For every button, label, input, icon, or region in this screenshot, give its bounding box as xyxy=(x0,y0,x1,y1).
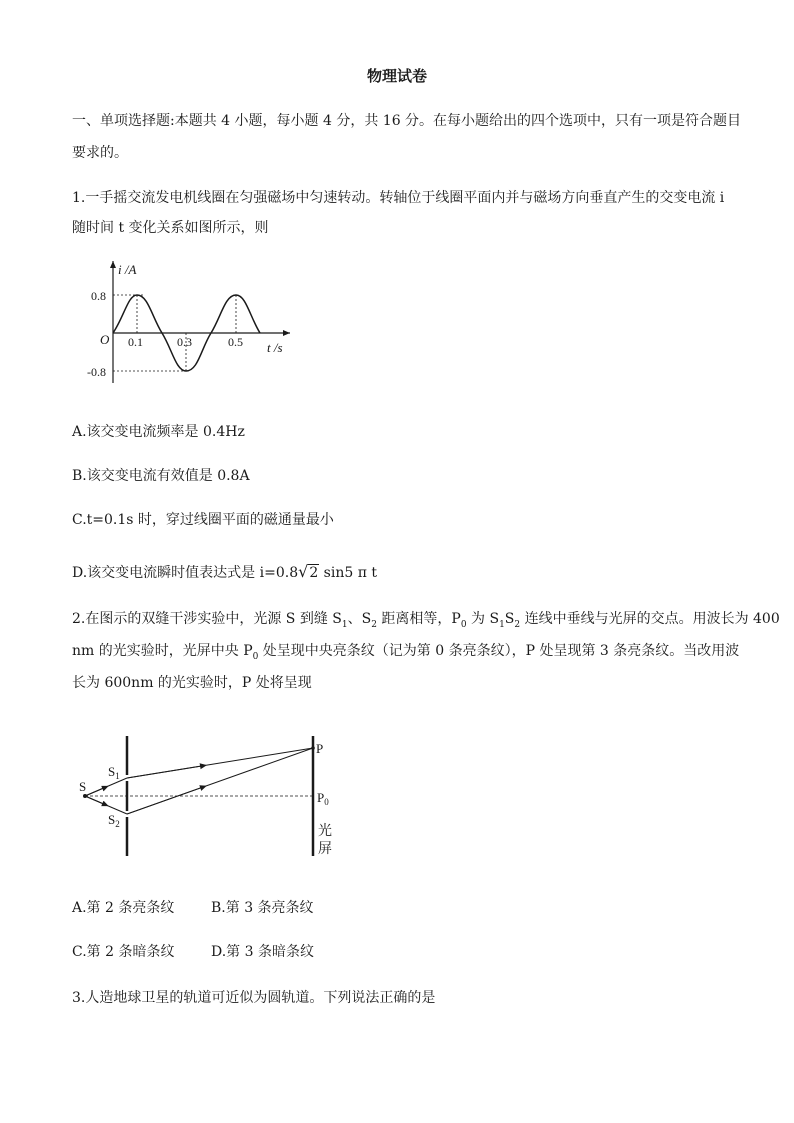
q1-option-c: C.t=0.1s 时，穿过线圈平面的磁通量最小 xyxy=(72,512,334,528)
ray-arrow-2 xyxy=(85,796,106,805)
ray-arrow-1 xyxy=(85,787,106,796)
q2-text: 2.在图示的双缝干涉实验中，光源 S 到缝 S xyxy=(72,611,342,627)
q2-double-slit-diagram xyxy=(70,728,350,863)
q2-text: 处呈现中央亮条纹（记为第 0 条亮条纹），P 处呈现第 3 条亮条纹。当改用波 xyxy=(258,643,740,659)
q1-option-a: A.该交变电流频率是 0.4Hz xyxy=(72,424,245,440)
q1-option-b: B.该交变电流有效值是 0.8A xyxy=(72,468,250,484)
q1-current-time-graph xyxy=(80,255,310,395)
point-p-dot xyxy=(311,746,315,750)
tick-label-0-8: 0.8 xyxy=(91,289,106,303)
section-instructions-line2: 要求的。 xyxy=(72,145,128,161)
q2-sub: 1 xyxy=(341,620,348,630)
q2-stem-line2 xyxy=(72,641,739,663)
label-slit-s1: $S_1$ xyxy=(108,764,120,781)
q1-option-d-prefix: D.该交变电流瞬时值表达式是 i=0.8 xyxy=(72,565,299,581)
q2-text: 为 S xyxy=(466,611,500,627)
tick-label-neg-0-8: -0.8 xyxy=(87,365,106,379)
tick-label-0-5: 0.5 xyxy=(228,335,243,349)
ray-arrow-4 xyxy=(127,787,204,814)
q2-sub: 0 xyxy=(460,620,467,630)
q2-sub: 2 xyxy=(371,620,377,630)
q2-text: 距离相等，P xyxy=(376,611,461,627)
q2-option-b: B.第 3 条亮条纹 xyxy=(211,900,314,916)
q1-option-d xyxy=(72,562,377,583)
q2-text: nm 的光实验时，光屏中央 P xyxy=(72,643,253,659)
sqrt-radicand: 2 xyxy=(309,565,319,581)
label-source-s: S xyxy=(79,779,87,794)
page-title: 物理试卷 xyxy=(366,67,427,85)
q2-option-c: C.第 2 条暗条纹 xyxy=(72,944,175,960)
label-screen-2: 屏 xyxy=(318,841,332,857)
source-point xyxy=(83,794,87,798)
y-axis-label: i /A xyxy=(118,262,137,277)
origin-label: O xyxy=(100,332,110,347)
label-point-p0: $P_0$ xyxy=(317,790,329,807)
q2-text: 、S xyxy=(347,611,372,627)
ray-arrow-3 xyxy=(127,766,204,778)
tick-label-0-1: 0.1 xyxy=(128,335,143,349)
q2-option-d: D.第 3 条暗条纹 xyxy=(211,944,314,960)
q2-option-a: A.第 2 条亮条纹 xyxy=(72,900,175,916)
q2-sub: 1 xyxy=(499,620,505,630)
q2-text: S xyxy=(504,611,515,627)
sqrt-symbol: √2 xyxy=(298,562,319,581)
section-instructions-line1: 一、单项选择题:本题共 4 小题，每小题 4 分，共 16 分。在每小题给出的四个选项中，只有一项是符合题目 xyxy=(72,113,742,129)
q1-stem-line2: 随时间 t 变化关系如图所示，则 xyxy=(72,220,269,236)
x-axis-label: t /s xyxy=(267,340,283,355)
q2-sub: 2 xyxy=(514,620,521,630)
tick-label-0-3: 0.3 xyxy=(177,335,192,349)
q2-stem-line3: 长为 600nm 的光实验时，P 处将呈现 xyxy=(72,675,312,691)
q2-sub: 0 xyxy=(252,652,259,662)
q2-text: 连线中垂线与光屏的交点。用波长为 400 xyxy=(520,611,780,627)
q2-stem-line1 xyxy=(72,609,780,631)
label-point-p: P xyxy=(316,741,324,756)
label-screen-1: 光 xyxy=(318,823,332,839)
q1-option-d-suffix: sin5 π t xyxy=(319,565,377,581)
q3-stem-line1: 3.人造地球卫星的轨道可近似为圆轨道。下列说法正确的是 xyxy=(72,990,436,1006)
label-slit-s2: $S_2$ xyxy=(108,812,120,829)
q1-stem-line1: 1.一手摇交流发电机线圈在匀强磁场中匀速转动。转轴位于线圈平面内并与磁场方向垂直产生的交变电流 i xyxy=(72,190,725,206)
